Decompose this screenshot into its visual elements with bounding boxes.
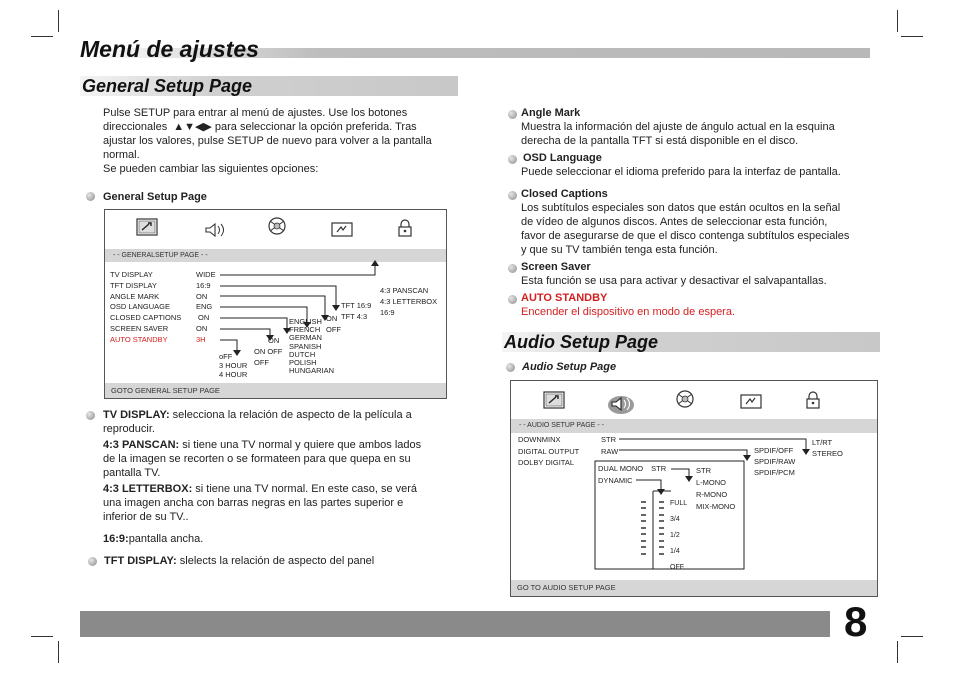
option[interactable]: HUNGARIAN	[289, 366, 335, 376]
angle-mark-description: Angle Mark Muestra la información del ajuste de ángulo actual en la esquina derecha de la pantalla TFT si está disponible en el disco.	[521, 107, 835, 147]
menu-item[interactable]: TFT DISPLAY	[110, 280, 157, 290]
crop-mark	[897, 641, 898, 663]
level[interactable]: OFF	[670, 564, 684, 571]
option[interactable]: oFF	[219, 352, 233, 361]
option[interactable]: ENGLISH	[289, 317, 322, 326]
general-screen-label: General Setup Page	[103, 191, 207, 203]
crop-mark	[58, 641, 59, 663]
general-setup-screen	[104, 209, 447, 399]
option[interactable]: STR	[696, 466, 711, 475]
auto-standby-description: AUTO STANDBY Encender el dispositivo en modo de espera.	[521, 292, 736, 318]
menu-value: ON	[196, 323, 208, 333]
crop-mark	[901, 36, 923, 37]
menu-item[interactable]: DOLBY DIGITAL	[518, 458, 574, 467]
crop-mark	[31, 636, 53, 637]
menu-value: STR	[601, 435, 616, 444]
option[interactable]: 3 HOUR	[219, 361, 248, 370]
option[interactable]: DUTCH	[289, 349, 316, 359]
option[interactable]: TFT 16:9	[341, 301, 372, 310]
menu-value: ENG	[196, 302, 213, 312]
digital-output-options	[754, 445, 795, 478]
option[interactable]: SPDIF/RAW	[754, 457, 796, 466]
tft-display-options	[341, 301, 371, 323]
bullet-icon	[508, 110, 517, 119]
menu-item[interactable]: OSD LANGUAGE	[110, 302, 171, 312]
level[interactable]: 1/4	[670, 548, 680, 555]
page-number: 8	[844, 598, 868, 645]
audio-section-heading	[502, 332, 880, 352]
option[interactable]: 4:3 LETTERBOX	[380, 296, 438, 306]
bullet-icon	[508, 295, 517, 304]
intro-paragraph: Pulse SETUP para entrar al menú de ajustes. Use los botones direccionales ▲▼◀▶ para seleccionar la opción preferida. Tras ajustar los valores, pulse SETUP de nuevo para volver a la pantalla normal. Se pueden cambiar las siguientes opciones:	[103, 107, 432, 175]
menu-value: RAW	[601, 446, 619, 456]
option[interactable]: R-MONO	[696, 490, 728, 499]
option[interactable]: OFF	[254, 357, 269, 367]
bullet-icon	[508, 264, 517, 273]
menu-item[interactable]: DIGITAL OUTPUT	[518, 446, 580, 456]
menu-item[interactable]: DUAL MONO STR	[598, 464, 667, 473]
audio-screen-band-bottom: GO TO AUDIO SETUP PAGE	[511, 580, 877, 596]
crop-mark	[897, 10, 898, 32]
menu-item[interactable]: ANGLE MARK	[110, 291, 160, 301]
bullet-icon	[508, 155, 517, 164]
bullet-icon	[86, 192, 95, 201]
level[interactable]: FULL	[670, 500, 688, 507]
menu-value: 3H	[196, 334, 206, 344]
option[interactable]: STEREO	[812, 449, 843, 458]
option[interactable]: ON	[268, 336, 280, 345]
mono-options	[696, 465, 735, 513]
option[interactable]: GERMAN	[289, 333, 322, 343]
crop-mark	[31, 36, 53, 37]
audio-setup-screen	[510, 380, 878, 597]
option[interactable]: LT/RT	[812, 438, 833, 447]
osd-language-description: OSD Language Puede seleccionar el idioma preferido para la interfaz de pantalla.	[521, 152, 841, 178]
general-section-heading	[80, 76, 458, 96]
menu-value: 16:9	[196, 280, 211, 290]
option[interactable]: 16:9	[380, 307, 395, 317]
option[interactable]: OFF	[326, 324, 341, 334]
bullet-icon	[508, 191, 517, 200]
audio-screen-band-top: - - AUDIO SETUP PAGE - -	[511, 419, 877, 433]
option[interactable]: ON	[326, 314, 338, 323]
option[interactable]: SPANISH	[289, 341, 322, 351]
dolby-items	[598, 463, 666, 486]
option[interactable]: 4 HOUR	[219, 370, 248, 379]
auto-standby-options	[219, 352, 247, 379]
tft-display-description: TFT DISPLAY: slelects la relación de aspecto del panel	[104, 555, 375, 567]
downmix-options	[812, 437, 843, 459]
arrow-keys-icon: ▲▼◀▶	[173, 121, 212, 133]
audio-heading-text: Audio Setup Page	[504, 332, 659, 352]
menu-item[interactable]: CLOSED CAPTIONS	[110, 313, 182, 323]
option[interactable]: POLISH	[289, 357, 317, 367]
footer-bar	[80, 611, 830, 637]
tv-display-description: TV DISPLAY: selecciona la relación de aspecto de la película a reproducir. 4:3 PANSCAN: si tiene una TV normal y quiere que ambos lados de la imagen se recorten o se formateen para que quepa en su pantalla TV. 4:3 LETTERBOX: si tiene una TV normal. En este caso, se verá una imagen ancha con barras negras en las partes superior e inferior de su TV.. 16:9:pantalla ancha.	[103, 409, 422, 545]
tv-display-options	[380, 286, 437, 318]
option[interactable]: TFT 4:3	[341, 311, 368, 321]
menu-value: WIDE	[196, 270, 216, 279]
menu-item[interactable]: DYNAMIC	[598, 475, 633, 485]
language-options	[289, 318, 334, 375]
menu-item[interactable]: TV DISPLAY	[110, 270, 153, 279]
menu-item[interactable]: DOWNMINX	[518, 435, 561, 444]
option[interactable]: SPDIF/OFF	[754, 446, 794, 455]
option[interactable]: ON OFF	[254, 346, 283, 356]
closed-caption-options	[254, 336, 282, 368]
option[interactable]: L-MONO	[696, 478, 726, 487]
screen-saver-description: Screen Saver Esta función se usa para activar y desactivar el salvapantallas.	[521, 261, 827, 287]
closed-captions-description: Closed Captions Los subtítulos especiales son datos que están ocultos en la señal de vídeo de algunos discos. Antes de seleccionar esta función, favor de asegurarse de que el disco contenga subtítulos especiales y que su TV también tenga esta función.	[521, 188, 850, 256]
option[interactable]: FRENCH	[289, 325, 321, 335]
page-title: Menú de ajustes	[80, 36, 259, 62]
level[interactable]: 1/2	[670, 532, 680, 539]
general-screen-band-top: - - GENERALSETUP PAGE - -	[105, 249, 446, 262]
crop-mark	[901, 636, 923, 637]
bullet-icon	[86, 411, 95, 420]
crop-mark	[58, 10, 59, 32]
audio-screen-label: Audio Setup Page	[522, 361, 617, 373]
audio-connector-lines	[511, 381, 879, 598]
general-heading-text: General Setup Page	[82, 76, 253, 96]
bullet-icon	[506, 363, 515, 372]
option[interactable]: 4:3 PANSCAN	[380, 286, 429, 295]
menu-value: ON	[198, 313, 210, 323]
menu-item-selected[interactable]: AUTO STANDBY	[110, 334, 168, 344]
dynamic-levels	[670, 496, 687, 576]
option[interactable]: MIX-MONO	[696, 502, 736, 511]
general-screen-band-bottom: GOTO GENERAL SETUP PAGE	[105, 383, 446, 398]
bullet-icon	[88, 557, 97, 566]
menu-value: ON	[196, 291, 208, 301]
menu-item[interactable]: SCREEN SAVER	[110, 323, 169, 333]
level[interactable]: 3/4	[670, 516, 680, 523]
option[interactable]: SPDIF/PCM	[754, 468, 795, 477]
